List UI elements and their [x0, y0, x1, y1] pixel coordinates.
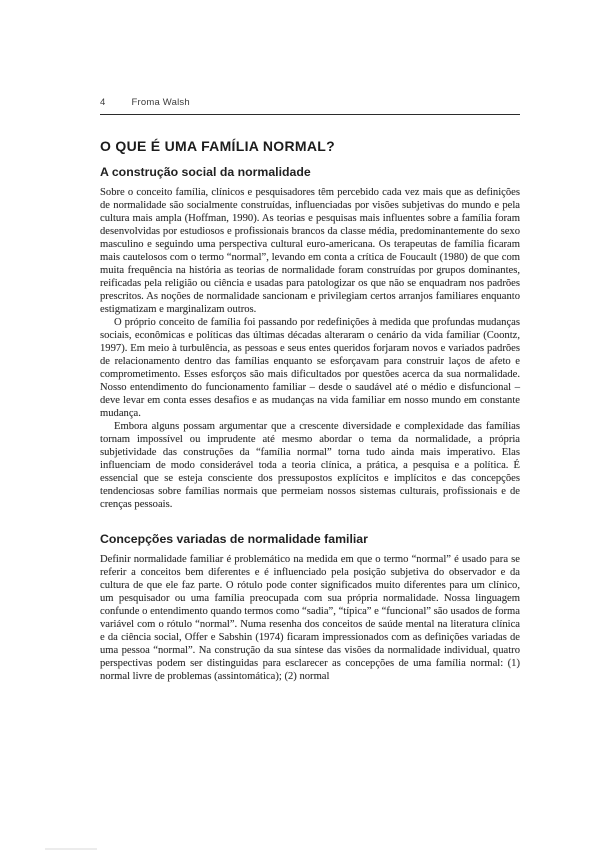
paragraph: Definir normalidade familiar é problemático na medida em que o termo “normal” é usado para se referir a conceitos bem diferentes e é influenciado pela posição subjetiva do observador e da cultura de que ele faz parte. O rótulo pode conter significados muito diferentes para um clínico, um pesquisador ou uma família preocupada com sua própria normalidade. Nossa linguagem confunde o entendimento quando termos como “sadia”, “típica” e “funcional” são usados de forma variável com o rótulo “normal”. Numa resenha dos conceitos de saúde mental na literatura clínica e da ciência social, Offer e Sabshin (1974) ficaram impressionados com as definições variadas de uma pessoa “normal”. Na construção da sua síntese das visões da normalidade individual, quatro perspectivas podem ser distinguidas para esclarecer as concepções de uma família normal: (1) normal livre de problemas (assintomática); (2) normal — [100, 554, 520, 682]
scan-artifact-line — [45, 848, 97, 850]
section-body — [100, 553, 520, 683]
section-heading-social-construction: A construção social da normalidade — [100, 165, 311, 179]
paragraph: O próprio conceito de família foi passando por redefinições à medida que profundas mudanças sociais, econômicas e políticas das últimas décadas alteraram o cenário da vida familiar (Coontz, 1997). Em meio à turbulência, as pessoas e seus entes queridos forjaram novos e variados padrões de relacionamento dentro das famílias enquanto se esforçavam para construir laços de afeto e comprometimento. Esses esforços são mais dificultados por questões acerca da sua normalidade. Nosso entendimento do funcionamento familiar – desde o saudável até o médio e disfuncional – deve levar em conta esses desafios e as mudanças na vida familiar em nosso mundo em constante mudança. — [100, 317, 520, 419]
running-title: Froma Walsh — [131, 97, 190, 108]
paragraph: Embora alguns possam argumentar que a crescente diversidade e complexidade das famílias tornam impossível ou imprudente até mesmo abordar o tema da normalidade, a própria subjetividade das construções da “família normal” torna tudo ainda mais imperativo. Elas influenciam de modo considerável toda a teoria clínica, a prática, a pesquisa e a política. É essencial que se esteja consciente dos pressupostos explícitos e implícitos e das concepções tendenciosas sobre famílias normais que permeiam nossos sistemas culturais, profissionais e de crenças pessoais. — [100, 421, 520, 510]
section-varied-conceptions — [100, 532, 520, 683]
page-content — [100, 97, 520, 683]
chapter-title: O QUE É UMA FAMÍLIA NORMAL? — [100, 138, 335, 154]
section-body — [100, 186, 520, 511]
page-header — [100, 97, 520, 115]
paragraph: Sobre o conceito família, clínicos e pesquisadores têm percebido cada vez mais que as definições de normalidade são socialmente construídas, influenciadas por visões subjetivas do mundo e pela cultura mais ampla (Hoffman, 1990). As teorias e pesquisas mais influentes sobre a família foram desenvolvidas por estudiosos e profissionais brancos da classe média, predominantemente do sexo masculino e seguindo uma perspectiva cultural euro-americana. Os terapeutas de família ficaram mais cautelosos com o termo “normal”, levando em conta a crítica de Foucault (1980) de que com muita frequência na história as teorias de normalidade foram construídas por grupos dominantes, reificadas pela religião ou ciência e usadas para patologizar os que não se enquadram nos padrões prescritos. As noções de normalidade sancionam e privilegiam certos arranjos familiares enquanto estigmatizam e marginalizam outros. — [100, 187, 520, 315]
section-heading-varied-conceptions: Concepções variadas de normalidade familiar — [100, 532, 368, 546]
page-number: 4 — [100, 97, 106, 108]
section-social-construction — [100, 165, 520, 511]
